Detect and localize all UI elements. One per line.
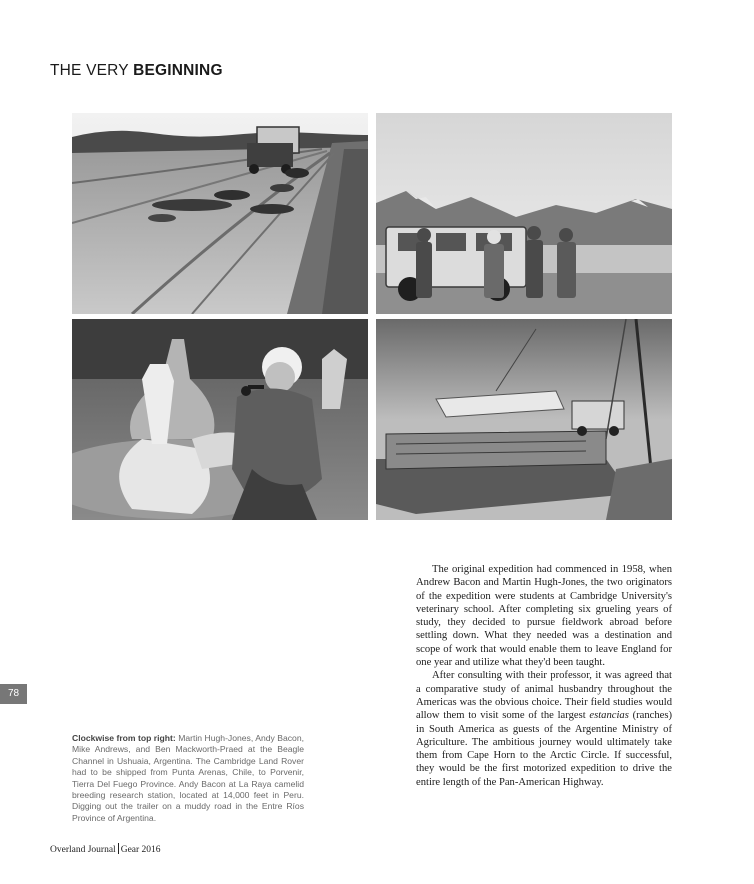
photo-caption [72, 733, 304, 824]
paragraph-2 [416, 669, 672, 789]
article-body [416, 563, 672, 789]
page-number: 78 [0, 684, 27, 704]
photo-beagle-channel [376, 113, 672, 314]
section-title [50, 62, 223, 80]
paragraph-1: The original expedition had commenced in 1958, when Andrew Bacon and Martin Hugh-Jones, the two originators of the expedition were students at Cambridge University's veterinary school. After completing six grueling years of study, they decided to pursue fieldwork abroad before settling down. What they needed was a destination and scope of work that would enable them to leave England for one year and utilize what they'd been taught. [416, 564, 672, 669]
caption-lead: Clockwise from top right: [72, 733, 176, 743]
section-title-bold: BEGINNING [133, 62, 223, 79]
photo-la-raya [72, 319, 368, 520]
paragraph-2-part-b: (ranches) in South America as guests of the Argentine Ministry of Agriculture. The ambitious journey would ultimately take them from Cape Horn to the Arctic Circle. If successful, they would be the first motorized expedition to drive the entire length of the Pan-American Highway. [416, 710, 672, 788]
section-title-light: THE VERY [50, 62, 134, 79]
photo-muddy-road [72, 113, 368, 314]
photo-ship [376, 319, 672, 520]
paragraph-2-part-a: After consulting with their professor, it was agreed that a comparative study of animal husbandry throughout the Americas was the obvious choice. Their field studies would allow them to visit some of the largest [416, 670, 672, 722]
footer-separator [118, 843, 119, 854]
footer-issue: Gear 2016 [120, 845, 161, 855]
page-footer [50, 843, 161, 855]
caption-text: Martin Hugh-Jones, Andy Bacon, Mike Andrews, and Ben Mackworth-Praed at the Beagle Channel in Ushuaia, Argentina. The Cambridge Land Rover had to be shipped from Punta Arenas, Chile, to Porvenir, Tierra Del Fuego Province. Andy Bacon at La Raya camelid breeding research station, located at 14,000 feet in Peru. Digging out the trailer on a muddy road in the Entre Ríos Province of Argentina. [72, 733, 304, 823]
footer-publication: Overland Journal [50, 845, 116, 855]
estancias-term: estancias [589, 710, 629, 722]
